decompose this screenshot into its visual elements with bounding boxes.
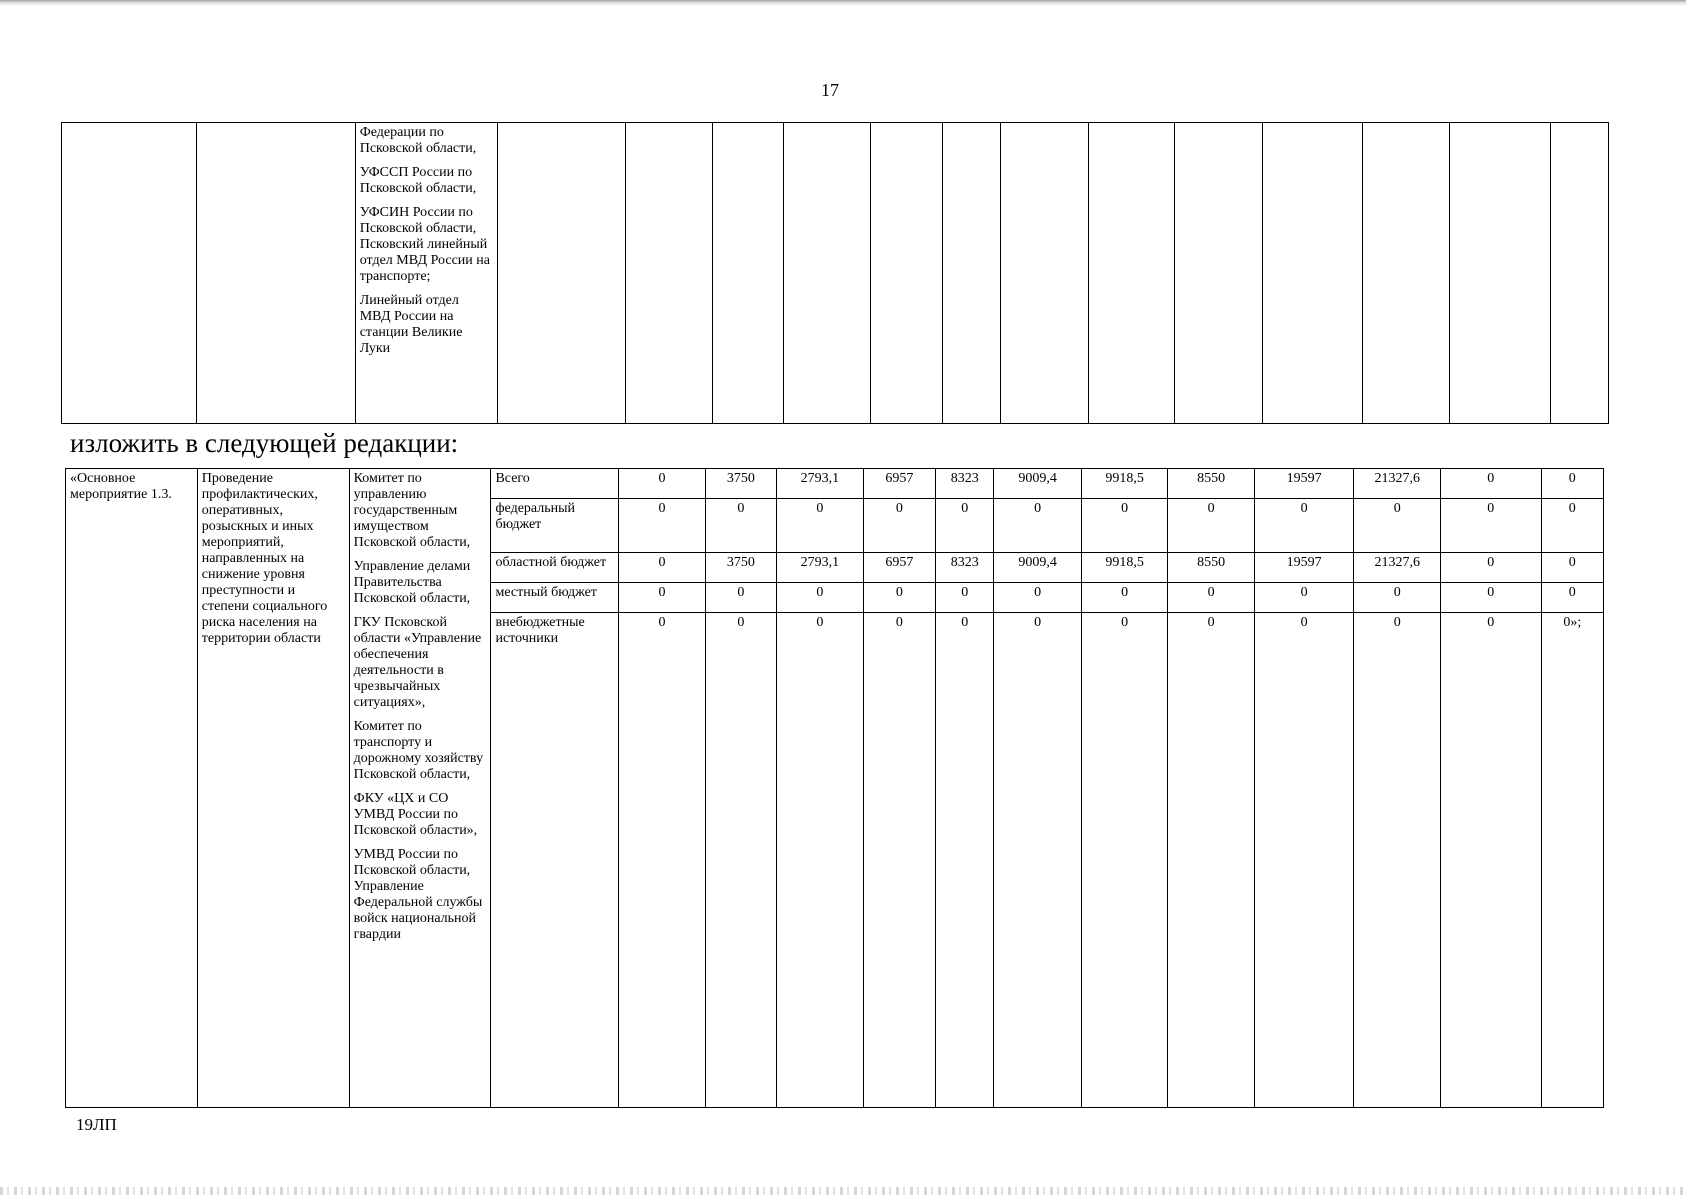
amount-cell: 0 [705, 582, 776, 612]
prev-cell-empty [1262, 123, 1363, 424]
page-number: 17 [821, 80, 839, 100]
prev-cell-empty [626, 123, 713, 424]
organization: УМВД России по Псковской области, Управление Федеральной службы войск национальной гвардии [353, 847, 483, 942]
funding-source-cell: местный бюджет [491, 582, 619, 612]
amount-cell: 0 [1354, 613, 1441, 1108]
funding-source-cell: внебюджетные источники [491, 613, 619, 1108]
prev-cell-empty [1550, 123, 1608, 424]
amount-cell: 0 [1541, 469, 1603, 499]
amount-cell: 0 [619, 499, 706, 552]
prev-cell-measure [62, 123, 197, 424]
funding-source-cell: федеральный бюджет [491, 499, 619, 552]
amount-cell: 0 [1081, 582, 1168, 612]
prev-cell-empty [870, 123, 942, 424]
amount-cell: 21327,6 [1354, 552, 1441, 582]
prev-cell-empty [1363, 123, 1450, 424]
funding-source-cell: Всего [491, 469, 619, 499]
prev-cell-empty [784, 123, 871, 424]
table-row [66, 469, 1604, 499]
measure-description-cell [197, 469, 349, 1108]
funding-source-cell: областной бюджет [491, 552, 619, 582]
amount-cell: 0 [1254, 582, 1354, 612]
organizations-cell [349, 469, 491, 1108]
amount-cell: 19597 [1254, 469, 1354, 499]
amount-cell: 0 [863, 613, 935, 1108]
scan-edge-bottom [0, 1187, 1686, 1195]
amount-cell: 0 [1440, 613, 1541, 1108]
prev-organization: УФССП России по Псковской области, [359, 165, 477, 196]
amount-cell: 2793,1 [777, 552, 864, 582]
organization: ФКУ «ЦХ и СО УМВД России по Псковской области», [353, 791, 478, 838]
amount-cell: 8550 [1168, 552, 1255, 582]
amount-cell: 0 [1354, 582, 1441, 612]
organization: Комитет по транспорту и дорожному хозяйству Псковской области, [353, 719, 484, 782]
amount-cell: 0 [777, 582, 864, 612]
footer-code: 19ЛП [76, 1115, 117, 1134]
prev-cell-empty [497, 123, 626, 424]
amount-cell: 0 [1354, 499, 1441, 552]
prev-organization: Линейный отдел МВД России на станции Великие Луки [359, 293, 463, 356]
prev-cell-empty [1088, 123, 1175, 424]
amount-cell: 0 [994, 582, 1082, 612]
amount-cell: 0 [994, 499, 1082, 552]
amount-cell: 8323 [936, 469, 994, 499]
amount-cell: 0 [1168, 582, 1255, 612]
prev-cell-empty [1449, 123, 1550, 424]
amount-cell: 9009,4 [994, 469, 1082, 499]
amount-cell: 8323 [936, 552, 994, 582]
amount-cell: 0 [1440, 552, 1541, 582]
measure-label-cell [66, 469, 198, 1108]
previous-table [61, 122, 1609, 424]
section-title: изложить в следующей редакции: [70, 428, 459, 458]
organization: ГКУ Псковской области «Управление обеспечения деятельности в чрезвычайных ситуациях», [353, 615, 482, 710]
amount-cell: 9918,5 [1081, 552, 1168, 582]
amount-cell: 0 [1081, 499, 1168, 552]
amount-cell: 0 [705, 499, 776, 552]
amount-cell: 9009,4 [994, 552, 1082, 582]
scan-edge-top [0, 0, 1686, 6]
prev-cell-empty [1175, 123, 1263, 424]
amount-cell: 0 [619, 469, 706, 499]
amount-cell: 0 [705, 613, 776, 1108]
amount-cell: 0 [936, 582, 994, 612]
amount-cell: 0 [1541, 582, 1603, 612]
amount-cell: 0 [994, 613, 1082, 1108]
prev-cell-description [196, 123, 355, 424]
new-table-body [66, 469, 1604, 1108]
amount-cell: 0 [1440, 499, 1541, 552]
amount-cell: 0 [1081, 613, 1168, 1108]
prev-organization: УФСИН России по Псковской области, Псковский линейный отдел МВД России на транспорте; [359, 205, 490, 284]
amount-cell: 0 [619, 582, 706, 612]
amount-cell: 0 [619, 613, 706, 1108]
amount-cell: 0 [936, 499, 994, 552]
amount-cell: 19597 [1254, 552, 1354, 582]
amount-cell: 0 [1541, 552, 1603, 582]
organization: Комитет по управлению государственным имуществом Псковской области, [353, 471, 471, 550]
measure-description: Проведение профилактических, оперативных, розыскных и иных мероприятий, направленных на снижение уровня преступности и степени социального риска населения на территории области [201, 471, 328, 646]
amount-cell: 3750 [705, 469, 776, 499]
amount-cell: 9918,5 [1081, 469, 1168, 499]
amount-cell: 0»; [1541, 613, 1603, 1108]
amount-cell: 0 [777, 613, 864, 1108]
amount-cell: 3750 [705, 552, 776, 582]
prev-cell-empty [712, 123, 783, 424]
amount-cell: 6957 [863, 469, 935, 499]
amount-cell: 0 [1440, 582, 1541, 612]
prev-organization: Федерации по Псковской области, [359, 125, 477, 156]
prev-cell-organizations [355, 123, 497, 424]
measure-label: «Основное мероприятие 1.3. [70, 471, 172, 502]
amount-cell: 0 [1440, 469, 1541, 499]
amount-cell: 0 [863, 499, 935, 552]
amount-cell: 0 [777, 499, 864, 552]
amount-cell: 0 [936, 613, 994, 1108]
organization: Управление делами Правительства Псковской области, [353, 559, 471, 606]
amount-cell: 0 [1168, 499, 1255, 552]
amount-cell: 0 [1254, 499, 1354, 552]
amount-cell: 0 [863, 582, 935, 612]
previous-table-row [62, 123, 1609, 424]
amount-cell: 0 [1541, 499, 1603, 552]
amount-cell: 6957 [863, 552, 935, 582]
amount-cell: 2793,1 [777, 469, 864, 499]
prev-cell-empty [943, 123, 1001, 424]
amount-cell: 8550 [1168, 469, 1255, 499]
amount-cell: 21327,6 [1354, 469, 1441, 499]
prev-cell-empty [1001, 123, 1089, 424]
amount-cell: 0 [1168, 613, 1255, 1108]
amount-cell: 0 [619, 552, 706, 582]
new-edition-table [65, 468, 1604, 1108]
amount-cell: 0 [1254, 613, 1354, 1108]
